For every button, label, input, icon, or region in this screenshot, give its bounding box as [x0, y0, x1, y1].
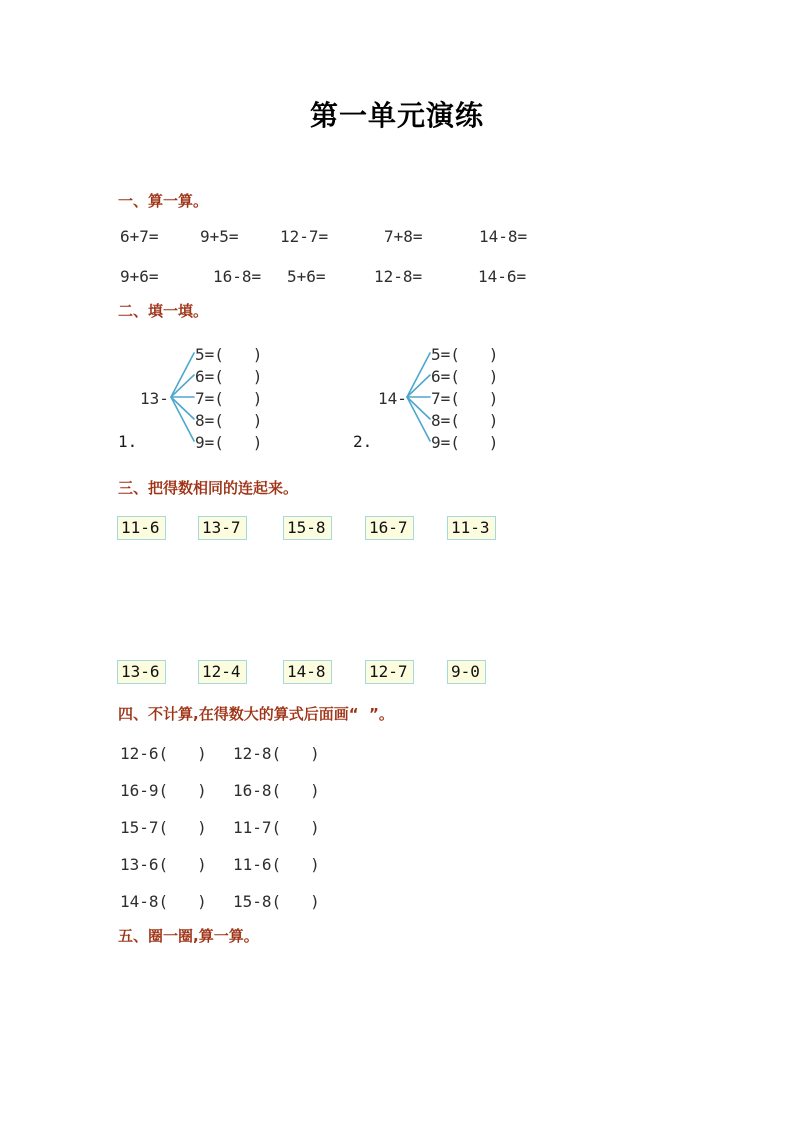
- section1-heading: 一、算一算。: [118, 192, 209, 210]
- section3-heading: 三、把得数相同的连起来。: [118, 479, 299, 497]
- math-problem: 12-7=: [280, 227, 329, 246]
- section5-heading: 五、圈一圈,算一算。: [118, 927, 259, 945]
- fan-line: [171, 353, 194, 397]
- expression-box: 15-8: [283, 516, 332, 540]
- expression-box: 16-7: [365, 516, 414, 540]
- section4-heading: 四、不计算,在得数大的算式后面画“ ”。: [118, 705, 394, 723]
- expression-box: 12-4: [198, 660, 247, 684]
- fan-line: [407, 353, 430, 397]
- math-problem: 12-8=: [374, 267, 423, 286]
- compare-item: 11-6( ): [233, 855, 320, 874]
- diagram2-index: 2.: [353, 432, 373, 451]
- math-problem: 7+8=: [384, 227, 423, 246]
- expression-box: 11-6: [117, 516, 166, 540]
- fan-line: [171, 397, 194, 441]
- math-problem: 14-8=: [479, 227, 528, 246]
- decomposition-item: 9=( ): [195, 433, 263, 452]
- decomposition-item: 5=( ): [431, 345, 499, 364]
- expression-box: 9-0: [447, 660, 486, 684]
- math-problem: 9+5=: [200, 227, 239, 246]
- math-problem: 9+6=: [120, 267, 159, 286]
- compare-item: 15-8( ): [233, 892, 320, 911]
- math-problem: 5+6=: [287, 267, 326, 286]
- decomposition-item: 8=( ): [431, 411, 499, 430]
- decomposition-item: 9=( ): [431, 433, 499, 452]
- decomposition-item: 8=( ): [195, 411, 263, 430]
- fan-line: [407, 397, 430, 441]
- fan-line: [407, 397, 430, 419]
- compare-item: 14-8( ): [120, 892, 207, 911]
- compare-item: 15-7( ): [120, 818, 207, 837]
- decomposition-minuend: 13-: [140, 389, 169, 408]
- decomposition-item: 6=( ): [195, 367, 263, 386]
- compare-item: 13-6( ): [120, 855, 207, 874]
- fan-line: [171, 375, 194, 397]
- decomposition-item: 5=( ): [195, 345, 263, 364]
- section2-heading: 二、填一填。: [118, 302, 209, 320]
- math-problem: 16-8=: [213, 267, 262, 286]
- compare-item: 16-8( ): [233, 781, 320, 800]
- fan-line: [407, 375, 430, 397]
- fan-line: [171, 397, 194, 419]
- expression-box: 13-7: [198, 516, 247, 540]
- decomposition-item: 7=( ): [431, 389, 499, 408]
- math-problem: 14-6=: [478, 267, 527, 286]
- expression-box: 13-6: [117, 660, 166, 684]
- compare-item: 12-6( ): [120, 744, 207, 763]
- math-problem: 6+7=: [120, 227, 159, 246]
- expression-box: 14-8: [283, 660, 332, 684]
- decomposition-item: 7=( ): [195, 389, 263, 408]
- compare-item: 12-8( ): [233, 744, 320, 763]
- diagram1-index: 1.: [118, 432, 138, 451]
- compare-item: 16-9( ): [120, 781, 207, 800]
- decomposition-minuend: 14-: [378, 389, 407, 408]
- expression-box: 11-3: [447, 516, 496, 540]
- expression-box: 12-7: [365, 660, 414, 684]
- decomposition-item: 6=( ): [431, 367, 499, 386]
- compare-item: 11-7( ): [233, 818, 320, 837]
- page-title: 第一单元演练: [309, 99, 484, 132]
